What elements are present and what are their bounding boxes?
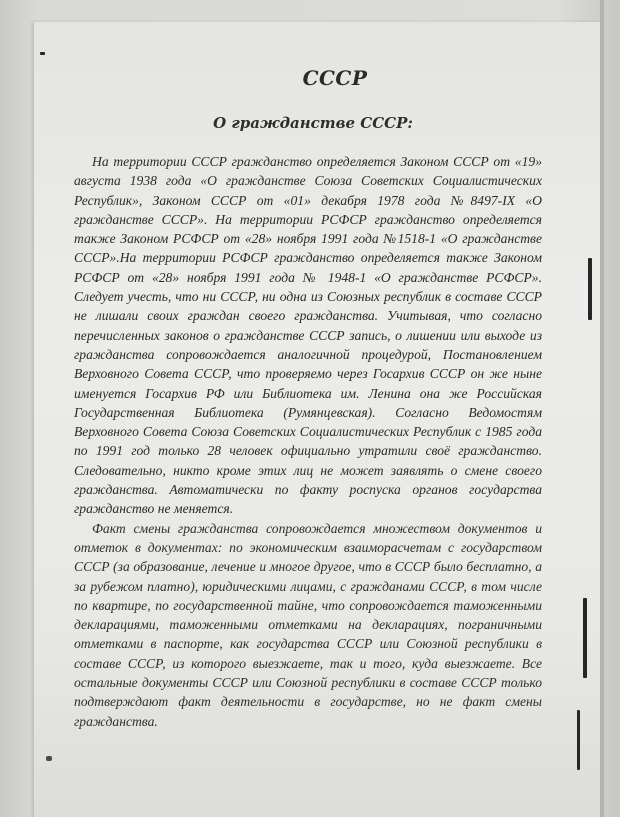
document-subtitle: О гражданстве СССР: [213,114,413,132]
corner-mark [40,52,45,55]
corner-mark [46,756,52,761]
paragraph: На территории СССР гражданство определяется Законом СССР от «19» августа 1938 года «О гражданстве Союза Советских Социалистических Республик», Законом СССР от «01» декабря 1978 года №8497-IX «О гражданстве СССР». На территории РСФСР гражданство определяется также Законом РСФСР от «28» ноября 1991 года №1518-1 «О гражданстве СССР».На территории РСФСР гражданство определяется также Законом РСФСР от «28» ноября 1991 года № 1948-1 «О гражданстве РСФСР». Следует учесть, что ни СССР, ни одна из Союзных республик в составе СССР не лишали своих граждан своего гражданства. Учитывая, что согласно перечисленных законов о гражданстве СССР запись, о лишении или выходе из гражданства сопровождается аналогичной процедурой, Постановлением Верховного Совета СССР, что проверяемо через Госархив СССР он же ныне именуется Госархив РФ или Библиотека им. Ленина она же Российская Государственная Библиотека (Румянцевская). Согласно Ведомостям Верховного Совета Союза Советских Социалистических Республик с 1985 года по 1991 год только 28 человек официально утратили своё гражданство. Следовательно, никто кроме этих лиц не может заявлять о смене своего гражданства. Автоматически по факту роспуска органов государства гражданство не меняется. [74,154,542,517]
margin-mark [583,598,587,678]
document-body [74,56,542,731]
document-title: СССР [302,66,368,90]
next-page-edge [600,0,604,817]
paragraph: Факт смены гражданства сопровождается множеством документов и отметок в документах: по экономическим взаиморасчетам с государством СССР (за образование, лечение и многое другое, что в СССР было бесплатно, а за рубежом платно), юридическими лицами, с гражданами СССР, в том числе по квартире, по государственной тайне, что сопровождается таможенными декларациями, таможенными отметками на декларациях, пограничными отметками в паспорте, как государства СССР или Союзной республики в составе СССР, из которого выезжаете, так и того, куда выезжаете. Все остальные документы СССР или Союзной республики в составе СССР только подтверждают факт деятельности в государстве, но не факт смены гражданства. [74,520,542,729]
margin-mark [577,710,580,770]
margin-mark [588,258,592,320]
